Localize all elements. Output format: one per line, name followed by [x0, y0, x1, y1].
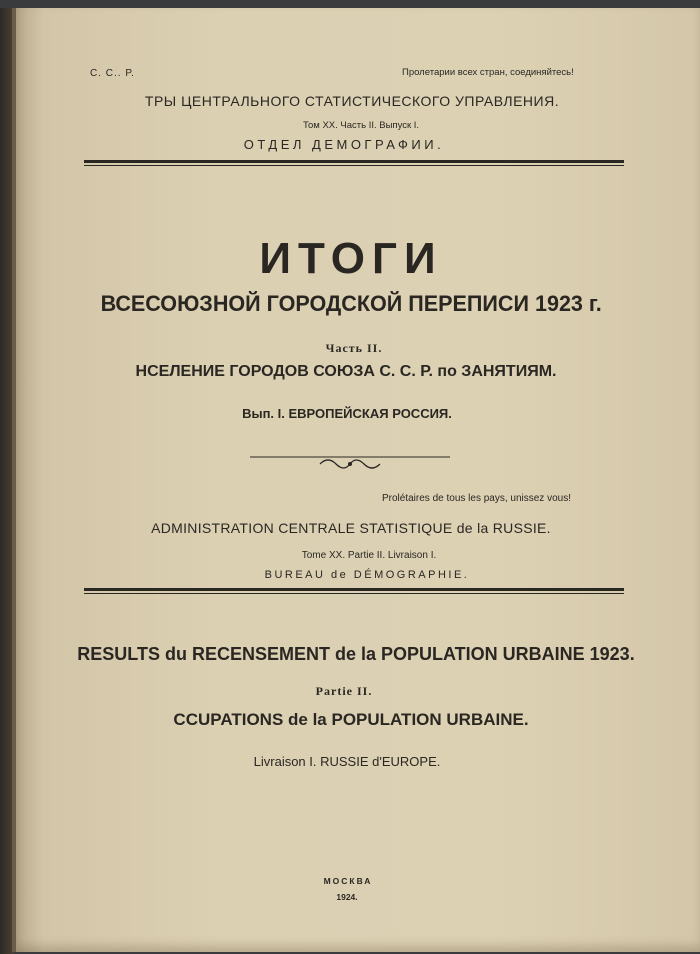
title-issue-ru: Вып. I. ЕВРОПЕЙСКАЯ РОССИЯ. [242, 406, 452, 421]
header-rule [84, 160, 624, 163]
ornament-divider [250, 452, 450, 470]
title-topic-ru: НСЕЛЕНИЕ ГОРОДОВ СОЮЗА С. С. Р. по ЗАНЯТИЯМ. [135, 363, 557, 380]
title-part-ru: Часть II. [325, 341, 383, 355]
title-page [12, 8, 700, 952]
french-bureau: BUREAU de DÉMOGRAPHIE. [264, 569, 470, 581]
french-issue: Livraison I. RUSSIE d'EUROPE. [253, 754, 441, 769]
header-institution-ru: ТРЫ ЦЕНТРАЛЬНОГО СТАТИСТИЧЕСКОГО УПРАВЛЕНИЯ. [144, 93, 560, 109]
french-volume: Tome XX. Partie II. Livraison I. [301, 550, 437, 561]
header-slogan-ru: Пролетарии всех стран, соединяйтесь! [402, 67, 574, 78]
title-sub-ru: ВСЕСОЮЗНОЙ ГОРОДСКОЙ ПЕРЕПИСИ 1923 г. [100, 291, 602, 316]
french-institution: ADMINISTRATION CENTRALE STATISTIQUE de la RUSSIE. [151, 520, 551, 536]
header-department-ru: ОТДЕЛ ДЕМОГРАФИИ. [243, 137, 445, 152]
middle-rule-thin [84, 593, 624, 594]
title-main-ru: ИТОГИ [259, 234, 443, 283]
french-title: RESULTS du RECENSEMENT de la POPULATION URBAINE 1923. [77, 644, 635, 664]
french-part: Partie II. [315, 684, 373, 698]
imprint-city: МОСКВА [323, 876, 373, 886]
french-slogan: Prolétaires de tous les pays, unissez vous! [382, 493, 571, 504]
header-rule-thin [84, 165, 624, 166]
middle-rule [84, 588, 624, 591]
imprint-year: 1924. [336, 892, 358, 902]
header-volume-ru: Том XX. Часть II. Выпуск I. [302, 120, 420, 131]
french-topic: CCUPATIONS de la POPULATION URBAINE. [173, 710, 529, 729]
header-left-mark: С. С.. Р. [90, 68, 135, 79]
